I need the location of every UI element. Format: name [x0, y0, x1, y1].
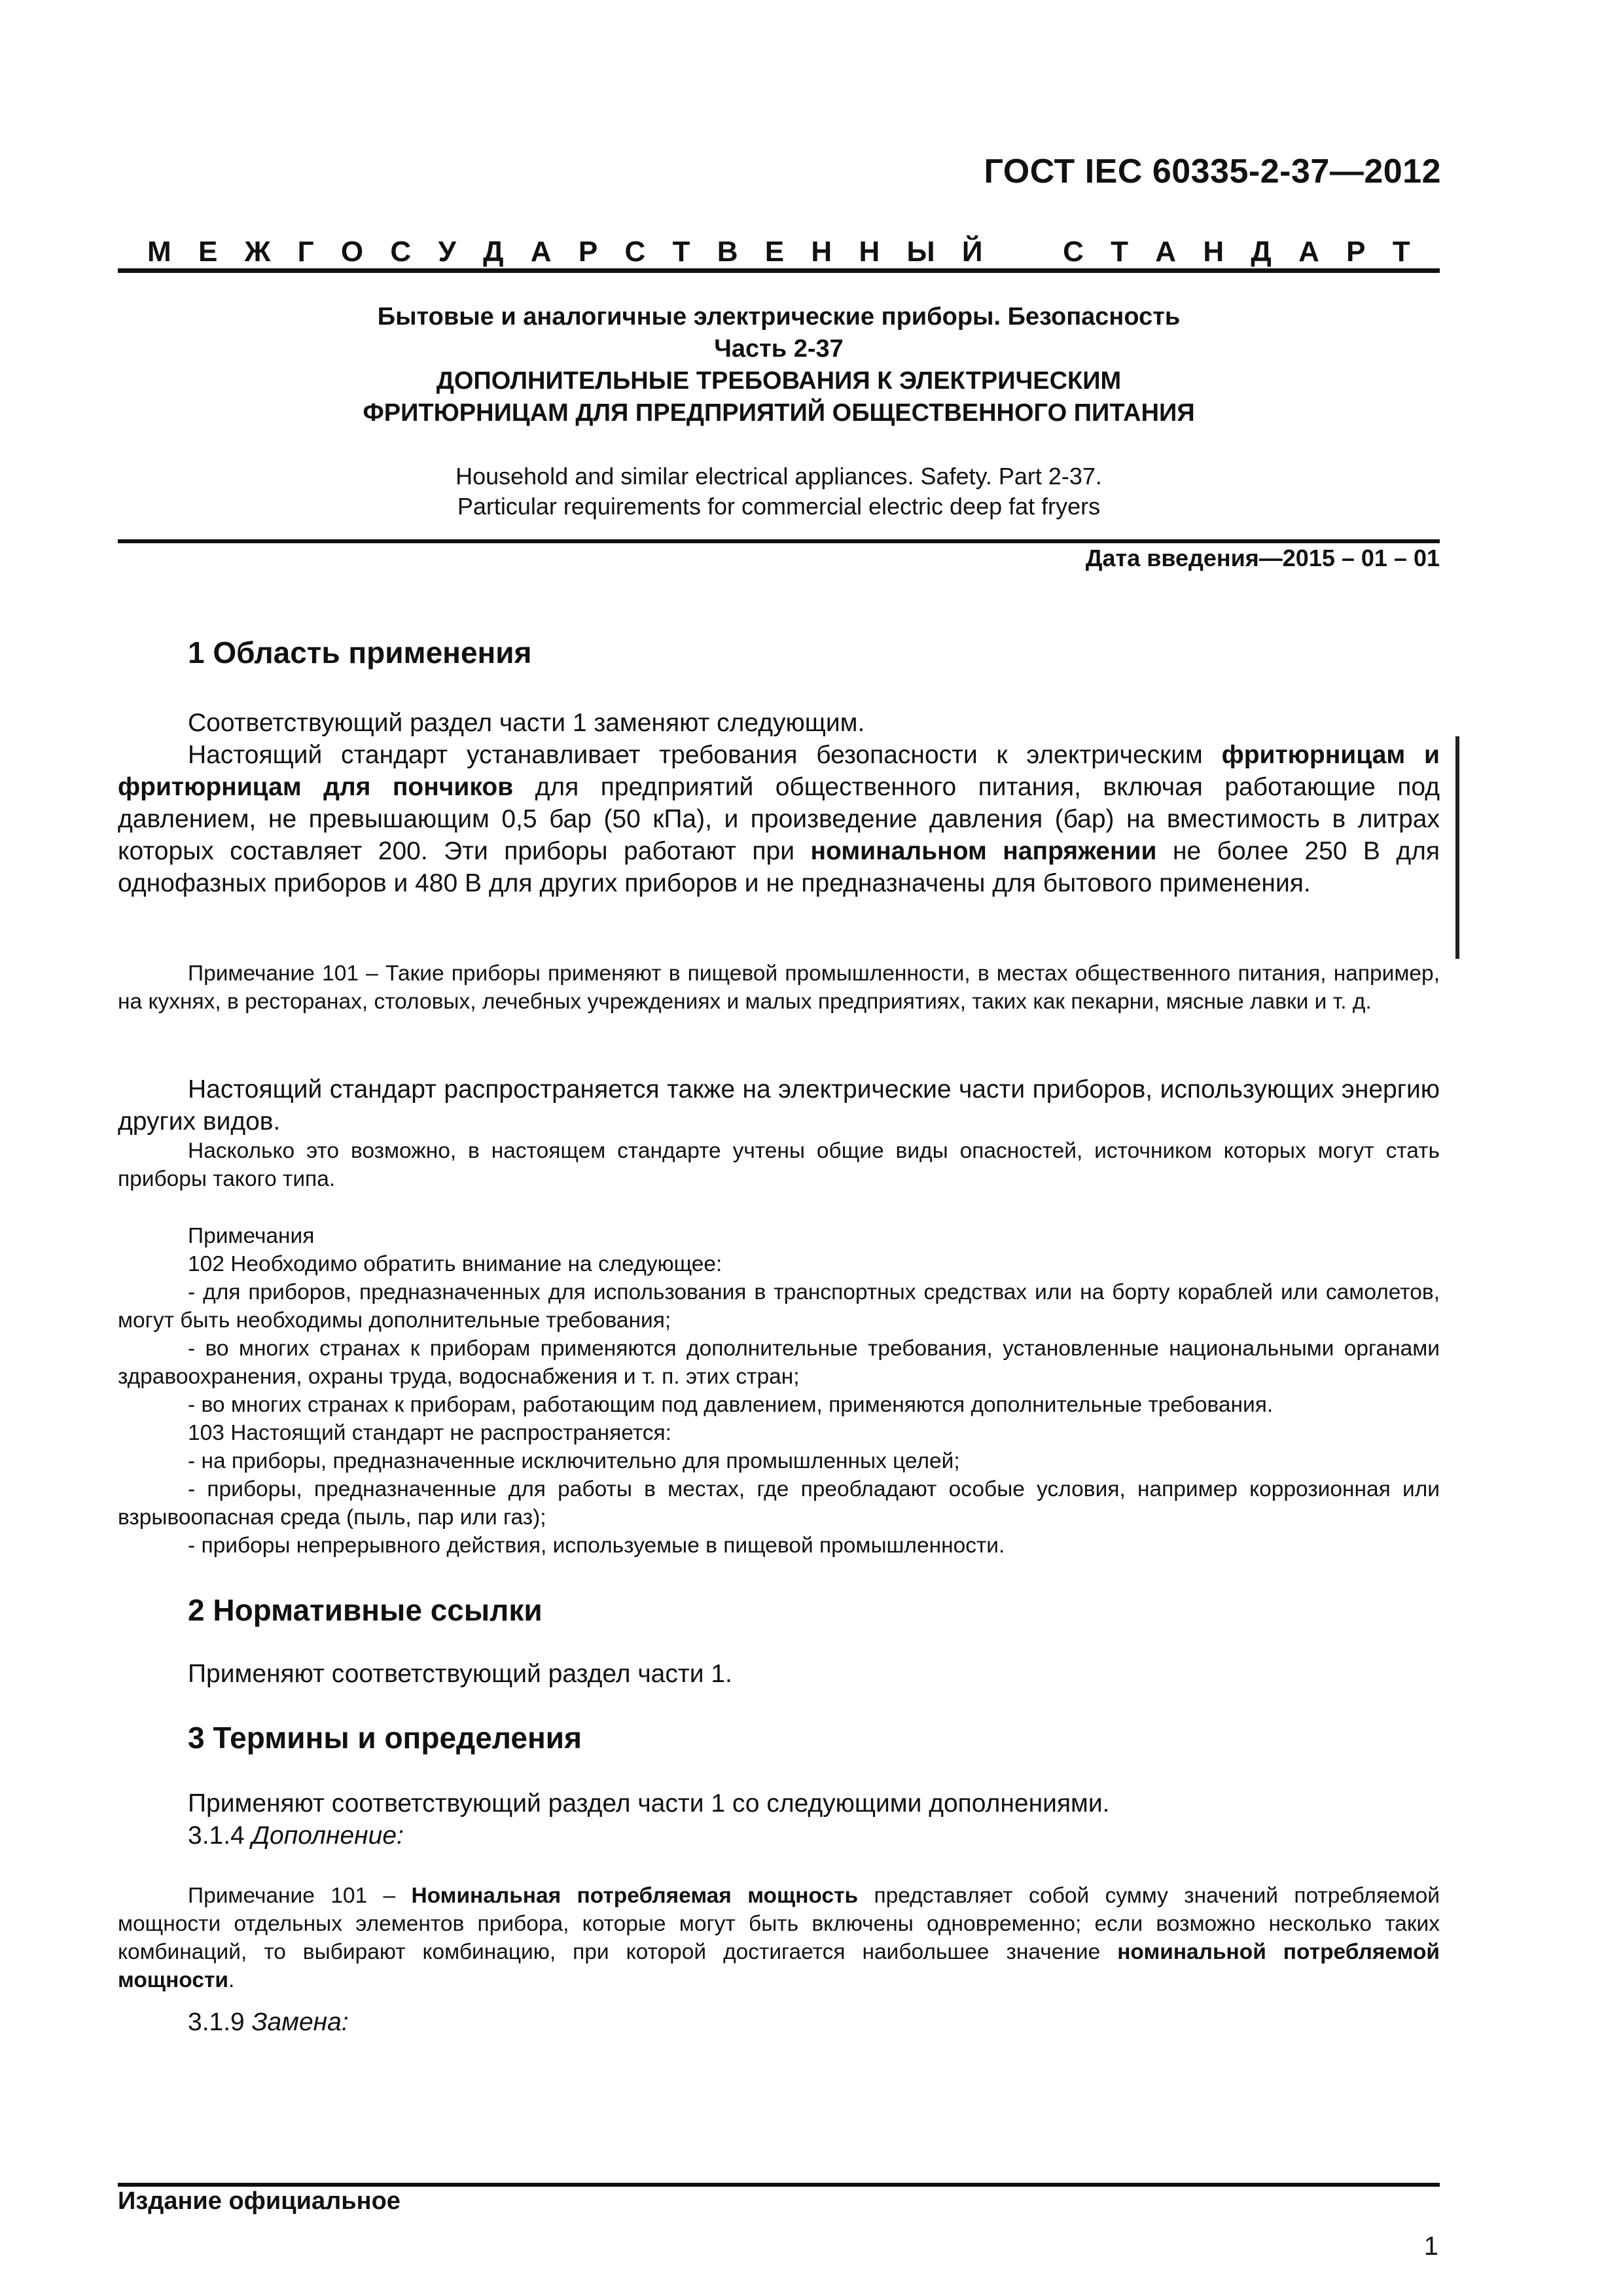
introduction-date: Дата введения—2015 – 01 – 01 — [1085, 545, 1440, 571]
title-line-2: Часть 2-37 — [714, 335, 844, 363]
text-run: . — [228, 1968, 235, 1992]
note-102: 102 Необходимо обратить внимание на следующее: — [188, 1252, 722, 1276]
section-3-heading: 3 Термины и определения — [188, 1721, 582, 1755]
banner-letter: Т — [1392, 236, 1410, 268]
banner-letter: Й — [961, 236, 983, 268]
clause-label: Замена: — [251, 2008, 349, 2036]
official-edition-label: Издание официальное — [118, 2187, 401, 2215]
note-103: 103 Настоящий стандарт не распространяется: — [188, 1421, 671, 1445]
scope-paragraph — [118, 739, 1440, 899]
note-text — [118, 1882, 1440, 1994]
document-code: ГОСТ IEC 60335-2-37—2012 — [984, 152, 1441, 190]
notes-title: Примечания — [188, 1224, 315, 1248]
english-title-line-2: Particular requirements for commercial electric deep fat fryers — [457, 493, 1101, 520]
banner-letter: С — [1063, 236, 1084, 268]
text-run: представляет собой сумму значений потребляемой мощности отдельных элементов прибора, которые могут быть включены одновременно; если возможно несколько таких комбинаций, то выбирают комбинацию, при которой достигается наибольшее значение — [118, 1884, 1440, 1964]
banner-letter: Ы — [906, 236, 935, 268]
banner-letter: Е — [764, 236, 785, 268]
paragraph: Насколько это возможно, в настоящем стандарте учтены общие виды опасностей, источником которых могут стать приборы такого типа. — [118, 1139, 1440, 1191]
text-run: Настоящий стандарт устанавливает требования безопасности к электрическим — [188, 741, 1222, 769]
title-line-3: ДОПОЛНИТЕЛЬНЫЕ ТРЕБОВАНИЯ К ЭЛЕКТРИЧЕСКИМ — [436, 367, 1122, 395]
section-1-heading: 1 Область применения — [188, 636, 532, 670]
note-item: - для приборов, предназначенных для использования в транспортных средствах или на борту кораблей или самолетов, могут быть необходимы дополнительные требования; — [118, 1280, 1440, 1333]
banner-letter: А — [1298, 236, 1319, 268]
section-2-body — [118, 1658, 1440, 1690]
banner-letter: Т — [672, 236, 690, 268]
paragraph: Применяют соответствующий раздел части 1 со следующими дополнениями. — [188, 1789, 1110, 1818]
bold-term: фритюрницам и фритюрницам для пончиков — [118, 741, 1440, 801]
section-2-heading: 2 Нормативные ссылки — [188, 1593, 543, 1627]
banner-letter: О — [340, 236, 364, 268]
clause-3-1-4 — [118, 1820, 1440, 1852]
banner-letter: Д — [1251, 236, 1272, 268]
bold-term: номинальном напряжении — [810, 837, 1157, 865]
title-rule — [118, 539, 1440, 543]
interstate-standard-banner — [118, 236, 1440, 268]
note-101-power — [118, 1882, 1440, 1994]
bold-term: Номинальная потребляемая мощность — [411, 1884, 859, 1908]
banner-letter: В — [717, 236, 738, 268]
section-1-body — [118, 707, 1440, 899]
page-number: 1 — [1423, 2232, 1438, 2261]
banner-letter: Д — [483, 236, 504, 268]
banner-gap — [1010, 236, 1036, 268]
banner-letter: Т — [1111, 236, 1129, 268]
title-line-4: ФРИТЮРНИЦАМ ДЛЯ ПРЕДПРИЯТИЙ ОБЩЕСТВЕННОГО ПИТАНИЯ — [363, 399, 1195, 427]
note-item: - приборы непрерывного действия, используемые в пищевой промышленности. — [188, 1534, 1005, 1558]
banner-letter: Р — [578, 236, 598, 268]
banner-letter: М — [147, 236, 171, 268]
banner-letter: У — [438, 236, 456, 268]
english-title-line-1: Household and similar electrical appliances. Safety. Part 2-37. — [455, 463, 1102, 490]
section-1-body-2 — [118, 1073, 1440, 1138]
bold-term: номинальной потребляемой мощности — [118, 1940, 1440, 1992]
section-1-body-3 — [118, 1137, 1440, 1193]
banner-letter: Н — [811, 236, 832, 268]
clause-3-1-9 — [118, 2006, 1440, 2038]
section-3-body — [118, 1787, 1440, 1852]
banner-letter: Н — [1203, 236, 1224, 268]
text-run: для предприятий общественного питания, включая работающие под давлением, не превышающим 0,5 бар (50 кПа), и произведение давления (бар) на вместимость в литрах которых составляет 200. Эти приборы работают при — [118, 773, 1440, 865]
paragraph: Соответствующий раздел части 1 заменяют следующим. — [188, 709, 865, 737]
note-item: - во многих странах к приборам, работающим под давлением, применяются дополнительные требования. — [188, 1393, 1274, 1417]
banner-letter: Р — [1346, 236, 1366, 268]
clause-label: Дополнение: — [251, 1821, 404, 1850]
footer-rule — [118, 2183, 1440, 2187]
banner-letter: Г — [297, 236, 314, 268]
text-run: Примечание 101 – — [188, 1884, 412, 1908]
banner-letter: Е — [198, 236, 218, 268]
banner-letter: Н — [859, 236, 880, 268]
text-run: не более 250 В для однофазных приборов и 480 В для других приборов и не предназначены для бытового применения. — [118, 837, 1440, 897]
header-rule — [118, 268, 1440, 273]
revision-bar — [1455, 736, 1459, 959]
banner-letter: А — [1155, 236, 1177, 268]
note-text: Примечание 101 – Такие приборы применяют в пищевой промышленности, в местах общественного питания, например, на кухнях, в ресторанах, столовых, лечебных учреждениях и малых предприятиях, таких как пекарни, мясные лавки и т. д. — [118, 961, 1440, 1014]
banner-letter: С — [624, 236, 646, 268]
clause-line — [118, 2006, 1440, 2038]
title-line-1: Бытовые и аналогичные электрические приборы. Безопасность — [377, 303, 1181, 331]
paragraph: Применяют соответствующий раздел части 1. — [188, 1660, 732, 1688]
note-item: - во многих странах к приборам применяются дополнительные требования, установленные национальными органами здравоохранения, охраны труда, водоснабжения и т. п. этих стран; — [118, 1336, 1440, 1389]
notes-block — [118, 1222, 1440, 1560]
english-title — [118, 461, 1440, 522]
note-item: - на приборы, предназначенные исключительно для промышленных целей; — [188, 1449, 960, 1473]
banner-letter: С — [390, 236, 412, 268]
note-101 — [118, 960, 1440, 1016]
banner-letter: Ж — [244, 236, 271, 268]
document-title — [118, 301, 1440, 429]
note-item: - приборы, предназначенные для работы в местах, где преобладают особые условия, например коррозионная или взрывоопасная среда (пыль, пар или газ); — [118, 1477, 1440, 1530]
clause-number: 3.1.9 — [188, 2008, 252, 2036]
paragraph: Настоящий стандарт распространяется также на электрические части приборов, использующих энергию других видов. — [118, 1075, 1440, 1136]
banner-letter: А — [530, 236, 552, 268]
clause-number: 3.1.4 — [188, 1821, 252, 1850]
